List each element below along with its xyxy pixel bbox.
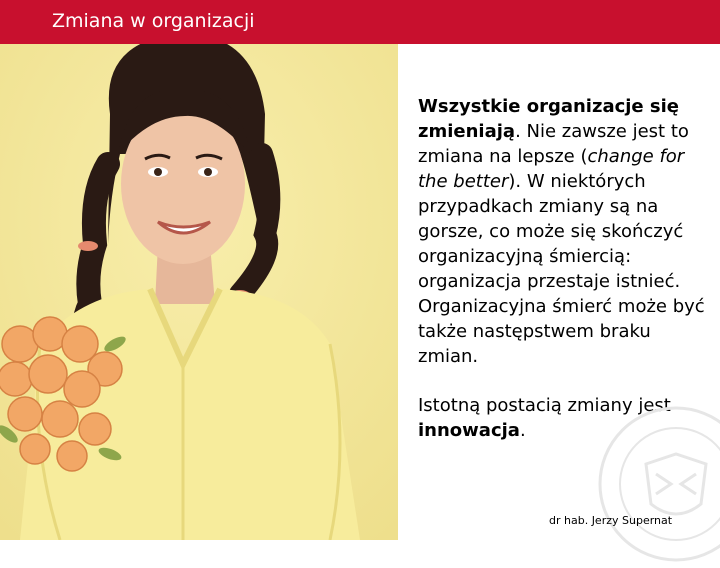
paragraph-organizational-change [418,94,708,369]
header-bar [0,0,720,44]
text-segment: Istotną postacią zmiany jest [418,395,671,416]
bold-phrase: Wszystkie organizacje się zmieniają [418,96,679,142]
slide-title: Zmiana w organizacji [52,10,255,32]
text-segment: ). W niektórych przypadkach zmiany są na gorsze, co może się skończyć organizacyjną śmiercią: organizacja przestaje istnieć. Organizacyjna śmierć może być także następstwem braku zmian. [418,171,705,367]
university-seal-watermark [596,404,720,564]
main-text [418,94,708,443]
woman-photo [0,44,398,540]
text-segment: . Nie zawsze jest to zmiana na lepsze ( [418,121,689,167]
footer-author: dr hab. Jerzy Supernat [549,514,673,527]
bold-innovation: innowacja [418,420,520,441]
text-segment: . [519,420,526,441]
italic-phrase: change for the better [418,146,685,192]
